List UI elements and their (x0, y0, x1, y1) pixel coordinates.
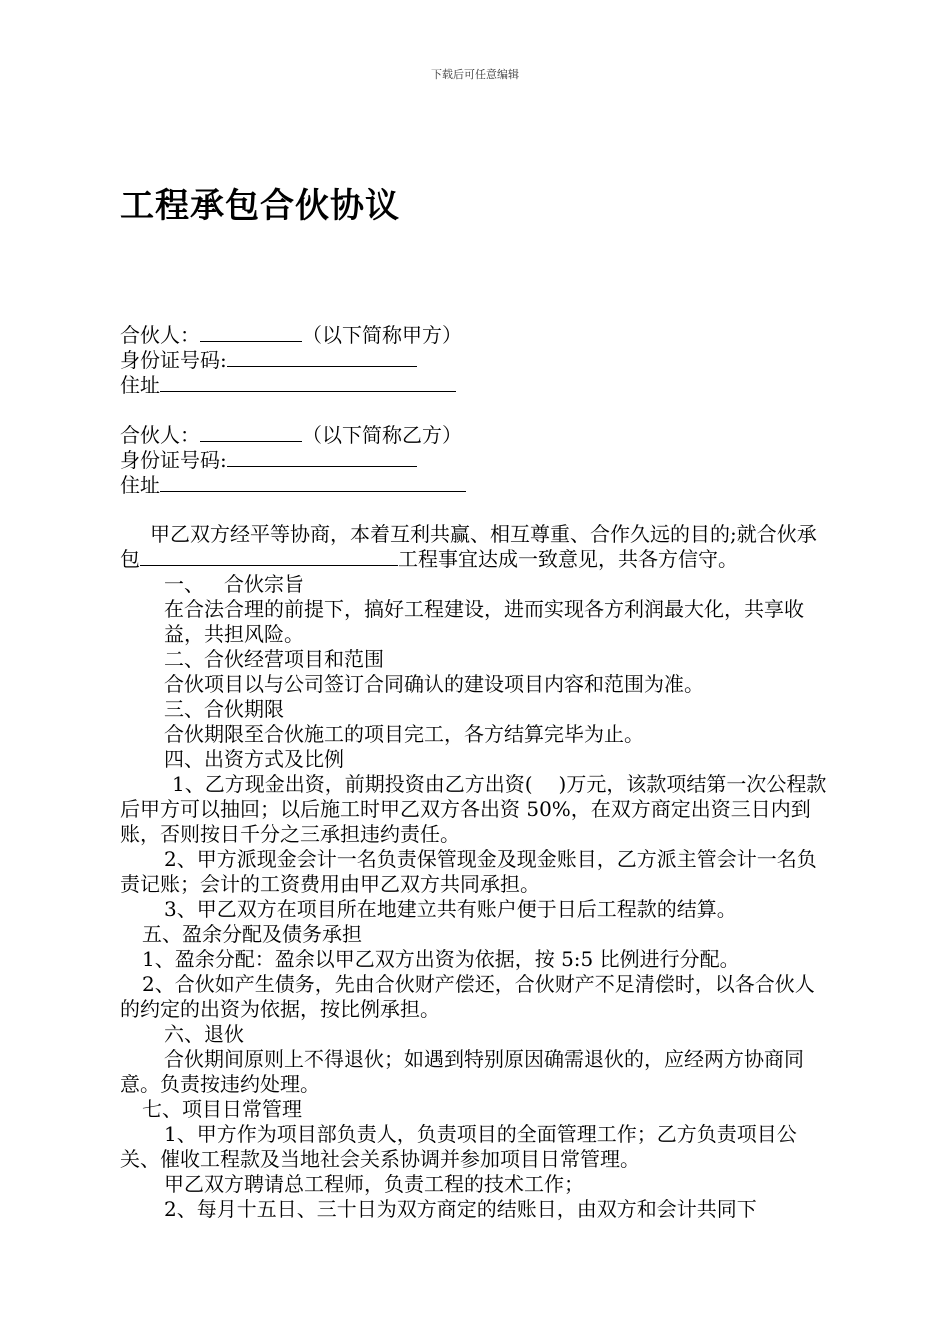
section-4-item-2: 2、甲方派现金会计一名负责保管现金及现金账目，乙方派主管会计一名负责记账；会计的工资费用由甲乙双方共同承担。 (120, 847, 817, 896)
party-a-address-label: 住址 (120, 373, 160, 397)
intro-text-2: 工程事宜达成一致意见，共各方信守。 (398, 547, 738, 571)
section-7-item-1: 1、甲方作为项目部负责人，负责项目的全面管理工作；乙方负责项目公关、催收工程款及当地社会关系协调并参加项目日常管理。 (120, 1122, 797, 1171)
section-5-item-2: 2、合伙如产生债务，先由合伙财产偿还，合伙财产不足清偿时，以各合伙人的约定的出资为依据，按比例承担。 (120, 972, 815, 1021)
party-a-id-line (120, 348, 417, 373)
section-7-heading: 七、项目日常管理 (142, 1097, 302, 1121)
party-b-partner-blank[interactable] (200, 423, 302, 442)
section-7-item-1b: 甲乙双方聘请总工程师，负责工程的技术工作； (164, 1172, 584, 1196)
party-b-partner-suffix: （以下简称乙方） (302, 423, 462, 447)
section-1-heading (120, 572, 832, 597)
intro-text-1: 甲乙双方经平等协商，本着互利共赢、相互尊重、合作久远的目的;就合伙承包 (120, 522, 817, 571)
party-a-partner-suffix: （以下简称甲方） (302, 323, 462, 347)
section-5-heading: 五、盈余分配及债务承担 (142, 922, 362, 946)
party-a-id-blank[interactable] (227, 348, 417, 367)
party-a-partner-line (120, 323, 462, 348)
section-3-text: 合伙期限至合伙施工的项目完工，各方结算完毕为止。 (164, 722, 644, 746)
intro-paragraph (120, 522, 832, 572)
document-title: 工程承包合伙协议 (120, 186, 400, 226)
party-b-address-line (120, 473, 466, 498)
section-6-heading: 六、退伙 (164, 1022, 244, 1046)
section-1-number: 一、 (164, 572, 204, 596)
party-a-partner-label: 合伙人： (120, 323, 200, 347)
section-4-item-1-text-a: 1、乙方现金出资，前期投资由乙方出资( (172, 772, 533, 796)
party-b-id-label: 身份证号码: (120, 448, 227, 472)
project-name-blank[interactable] (140, 547, 398, 566)
section-2-heading: 二、合伙经营项目和范围 (164, 647, 384, 671)
party-a-partner-blank[interactable] (200, 323, 302, 342)
section-1-text: 在合法合理的前提下，搞好工程建设，进而实现各方利润最大化，共享收益，共担风险。 (164, 597, 804, 646)
section-1-title: 合伙宗旨 (224, 572, 304, 596)
party-b-id-line (120, 448, 417, 473)
party-b-partner-line (120, 423, 462, 448)
section-4-item-3: 3、甲乙双方在项目所在地建立共有账户便于日后工程款的结算。 (164, 897, 737, 921)
section-6-text: 合伙期间原则上不得退伙；如遇到特别原因确需退伙的，应经两方协商同意。负责按违约处理。 (120, 1047, 804, 1096)
party-a-id-label: 身份证号码: (120, 348, 227, 372)
section-5-item-1: 1、盈余分配：盈余以甲乙双方出资为依据，按 5:5 比例进行分配。 (142, 947, 740, 971)
party-b-partner-label: 合伙人： (120, 423, 200, 447)
party-a-address-line (120, 373, 456, 398)
section-4-item-1-text-b: )万元，该款项结第一次公程款后甲方可以抽回；以后施工时甲乙双方各出资 50%，在双方商定出资三日内到账，否则按日千分之三承担违约责任。 (120, 772, 827, 846)
section-4-heading: 四、出资方式及比例 (164, 747, 344, 771)
party-b-address-blank[interactable] (160, 473, 466, 492)
party-b-id-blank[interactable] (227, 448, 417, 467)
party-b-address-label: 住址 (120, 473, 160, 497)
section-4-item-1 (120, 772, 832, 847)
section-2-text: 合伙项目以与公司签订合同确认的建设项目内容和范围为准。 (164, 672, 704, 696)
page-header-note: 下载后可任意编辑 (431, 68, 519, 81)
section-7-item-2: 2、每月十五日、三十日为双方商定的结账日，由双方和会计共同下 (164, 1197, 757, 1221)
party-a-address-blank[interactable] (160, 373, 456, 392)
section-3-heading: 三、合伙期限 (164, 697, 284, 721)
agreement-body (120, 522, 832, 1222)
